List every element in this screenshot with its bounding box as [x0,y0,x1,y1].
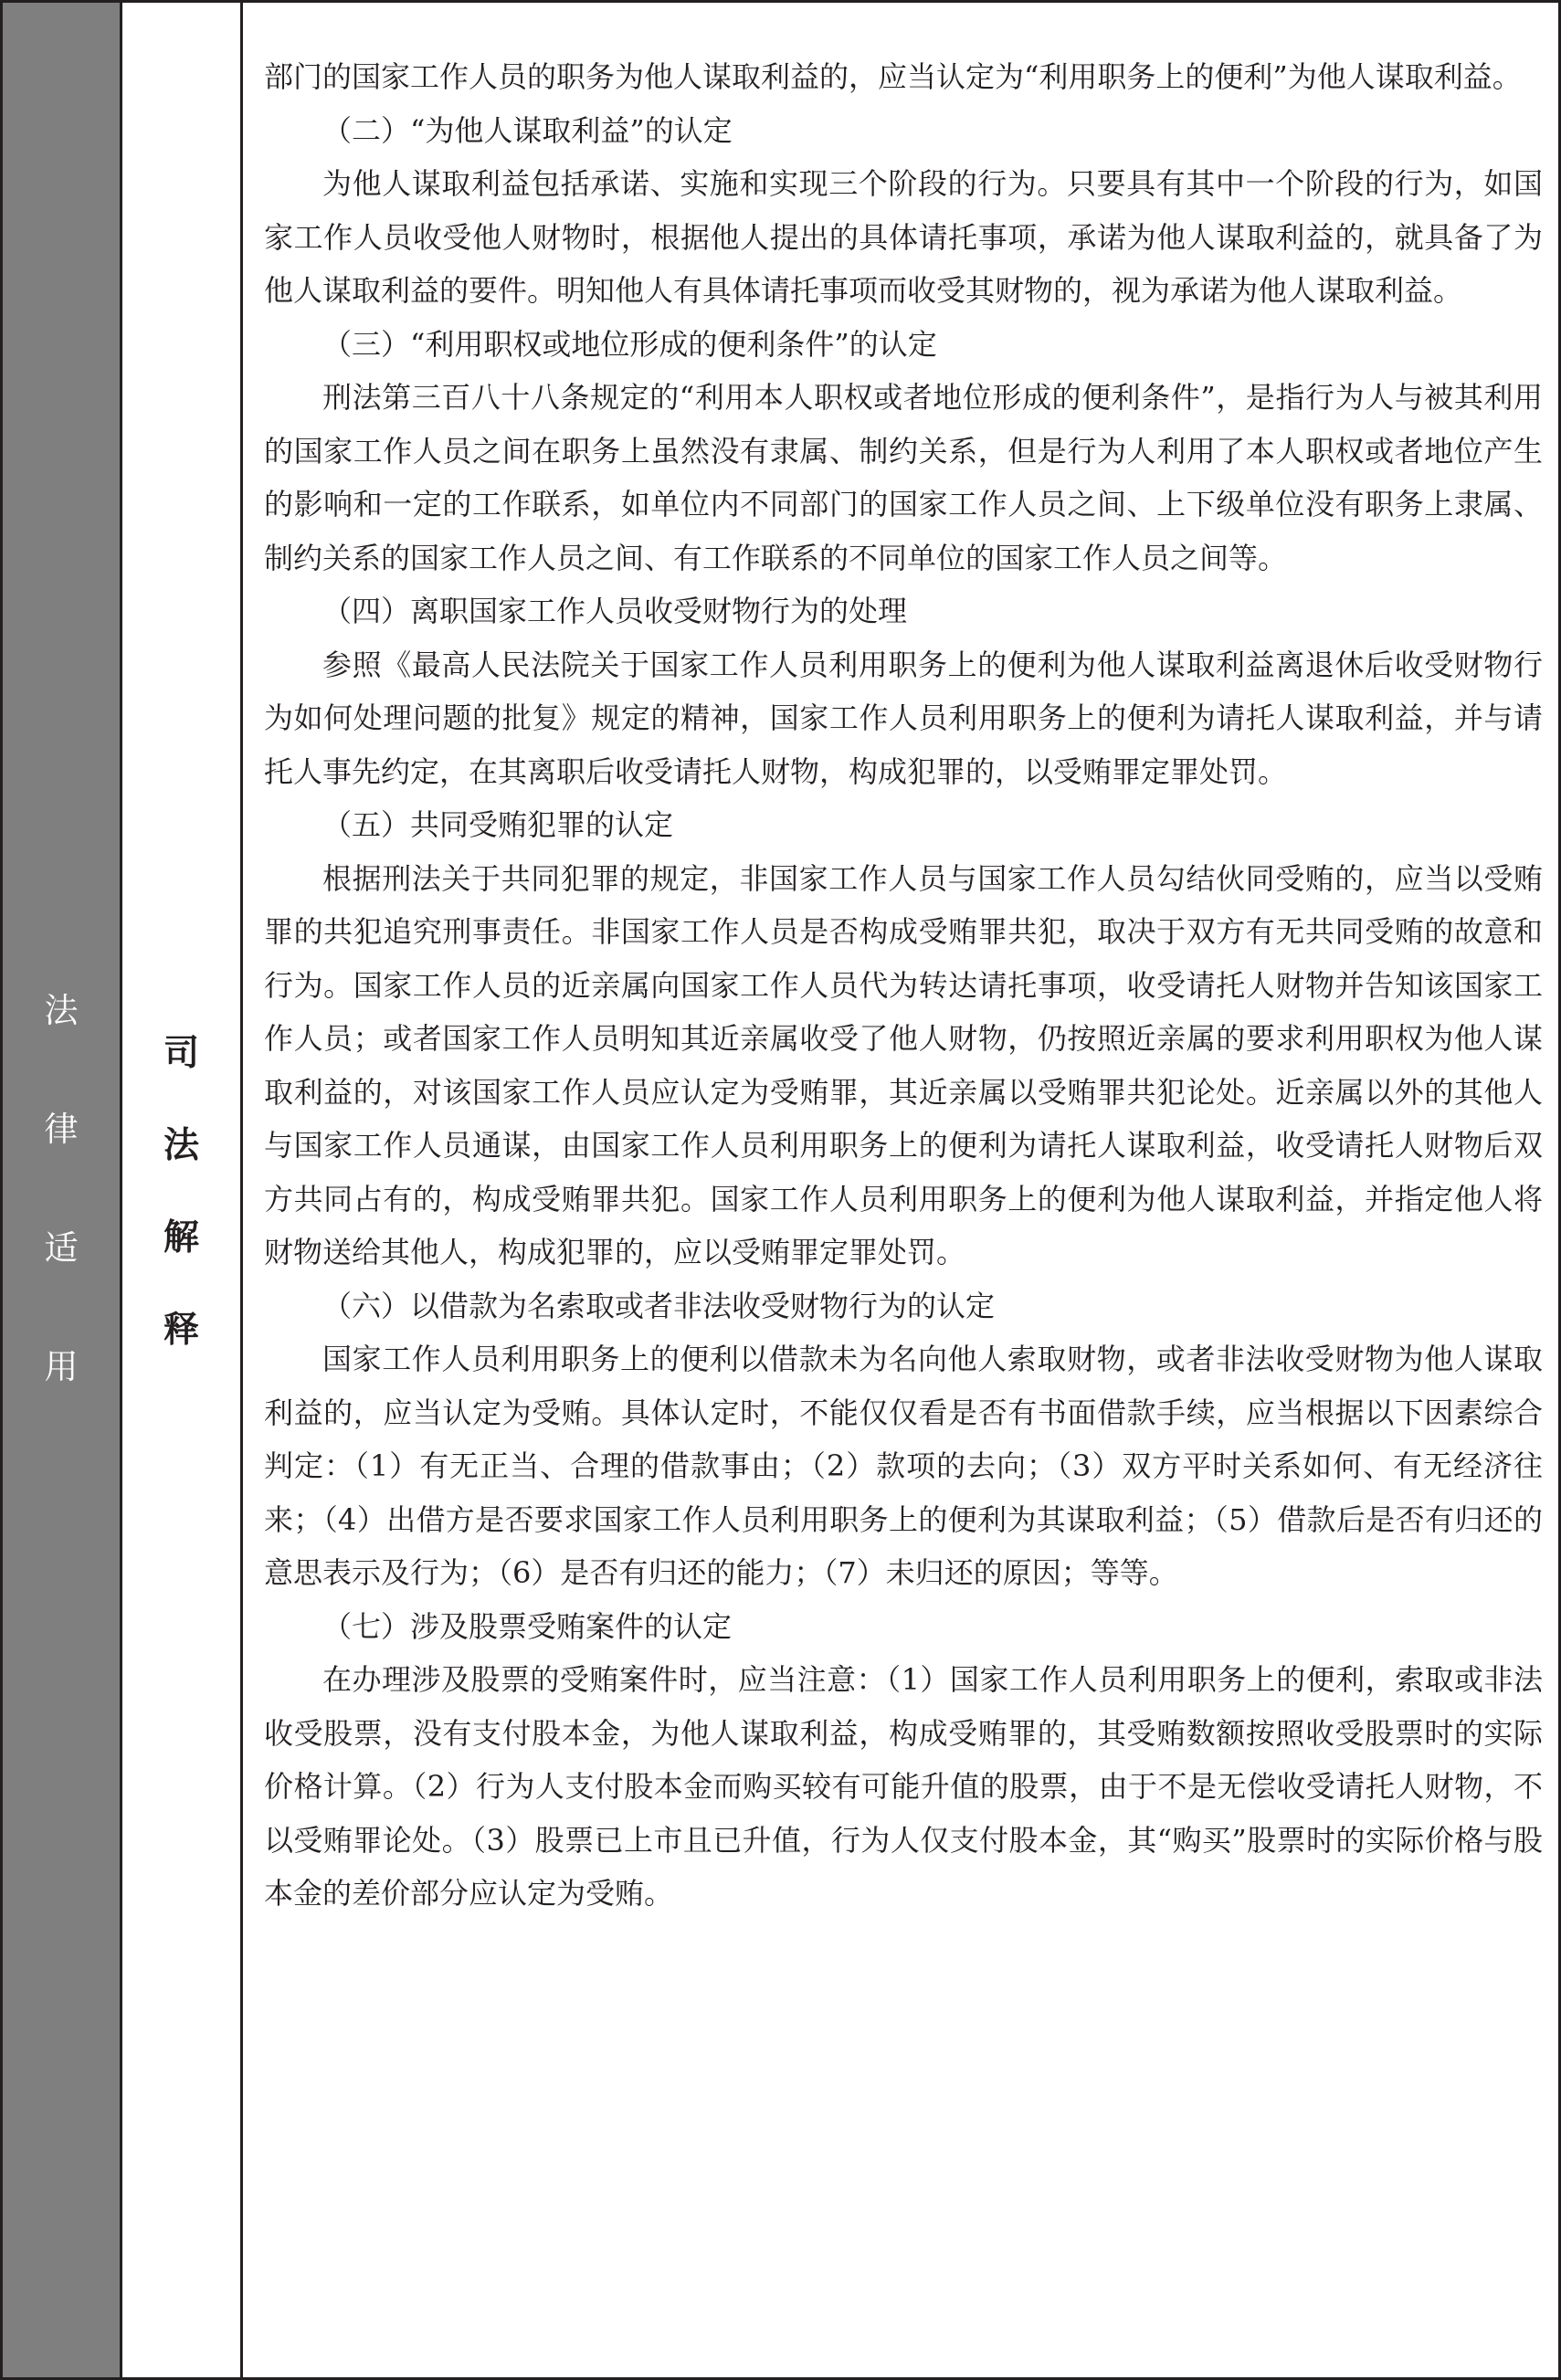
section-heading-7: （七）涉及股票受贿案件的认定 [322,1608,733,1644]
category-char: 律 [44,1110,79,1149]
section-column [122,3,243,2377]
body-paragraph: 参照《最高人民法院关于国家工作人员利用职务上的便利为他人谋取利益离退休后收受财物行为如何处理问题的批复》规定的精神，国家工作人员利用职务上的便利为请托人谋取利益，并与请托人事先约定，在其离职后收受请托人财物，构成犯罪的，以受贿罪定罪处罚。 [264,647,1543,789]
category-char: 用 [44,1347,79,1386]
section-label [122,1031,240,1400]
category-char: 法 [44,991,79,1030]
section-heading-2: （二）“为他人谋取利益”的认定 [322,112,733,148]
content-cell [264,50,1543,1921]
section-heading-4: （四）离职国家工作人员收受财物行为的处理 [322,594,908,628]
section-char: 司 [163,1032,199,1074]
section-char: 释 [163,1309,199,1351]
body-paragraph-continued: 部门的国家工作人员的职务为他人谋取利益的，应当认定为“利用职务上的便利”为他人谋取利益。 [264,59,1522,94]
category-column [3,3,122,2377]
section-heading-6: （六）以借款为名索取或者非法收受财物行为的认定 [322,1288,996,1323]
section-char: 法 [163,1124,199,1166]
body-paragraph: 根据刑法关于共同犯罪的规定，非国家工作人员与国家工作人员勾结伙同受贿的，应当以受贿罪的共犯追究刑事责任。非国家工作人员是否构成受贿罪共犯，取决于双方有无共同受贿的故意和行为。国家工作人员的近亲属向国家工作人员代为转达请托事项，收受请托人财物并告知该国家工作人员；或者国家工作人员明知其近亲属收受了他人财物，仍按照近亲属的要求利用职权为他人谋取利益的，对该国家工作人员应认定为受贿罪，其近亲属以受贿罪共犯论处。近亲属以外的其他人与国家工作人员通谋，由国家工作人员利用职务上的便利为请托人谋取利益，收受请托人财物后双方共同占有的，构成受贿罪共犯。国家工作人员利用职务上的便利为他人谋取利益，并指定他人将财物送给其他人，构成犯罪的，应以受贿罪定罪处罚。 [264,860,1543,1269]
category-char: 适 [44,1228,79,1268]
body-paragraph: 在办理涉及股票的受贿案件时，应当注意：（1）国家工作人员利用职务上的便利，索取或非法收受股票，没有支付股本金，为他人谋取利益，构成受贿罪的，其受贿数额按照收受股票时的实际价格计算。（2）行为人支付股本金而购买较有可能升值的股票，由于不是无偿收受请托人财物，不以受贿罪论处。（3）股票已上市且已升值，行为人仅支付股本金，其“购买”股票时的实际价格与股本金的差价部分应认定为受贿。 [264,1662,1543,1911]
section-heading-5: （五）共同受贿犯罪的认定 [322,807,674,842]
body-paragraph: 刑法第三百八十八条规定的“利用本人职权或者地位形成的便利条件”，是指行为人与被其利用的国家工作人员之间在职务上虽然没有隶属、制约关系，但是行为人利用了本人职权或者地位产生的影响和一定的工作联系，如单位内不同部门的国家工作人员之间、上下级单位没有职务上隶属、制约关系的国家工作人员之间、有工作联系的不同单位的国家工作人员之间等。 [264,380,1543,575]
body-paragraph: 国家工作人员利用职务上的便利以借款未为名向他人索取财物，或者非法收受财物为他人谋取利益的，应当认定为受贿。具体认定时，不能仅仅看是否有书面借款手续，应当根据以下因素综合判定：（1）有无正当、合理的借款事由；（2）款项的去向；（3）双方平时关系如何、有无经济往来；（4）出借方是否要求国家工作人员利用职务上的便利为其谋取利益；（5）借款后是否有归还的意思表示及行为；（6）是否有归还的能力；（7）未归还的原因；等等。 [264,1342,1543,1590]
category-label [3,991,120,1466]
section-heading-3: （三）“利用职权或地位形成的便利条件”的认定 [322,326,937,362]
body-paragraph: 为他人谋取利益包括承诺、实施和实现三个阶段的行为。只要具有其中一个阶段的行为，如国家工作人员收受他人财物时，根据他人提出的具体请托事项，承诺为他人谋取利益的，就具备了为他人谋取利益的要件。明知他人有具体请托事项而收受其财物的，视为承诺为他人谋取利益。 [264,166,1543,308]
section-char: 解 [163,1216,199,1258]
